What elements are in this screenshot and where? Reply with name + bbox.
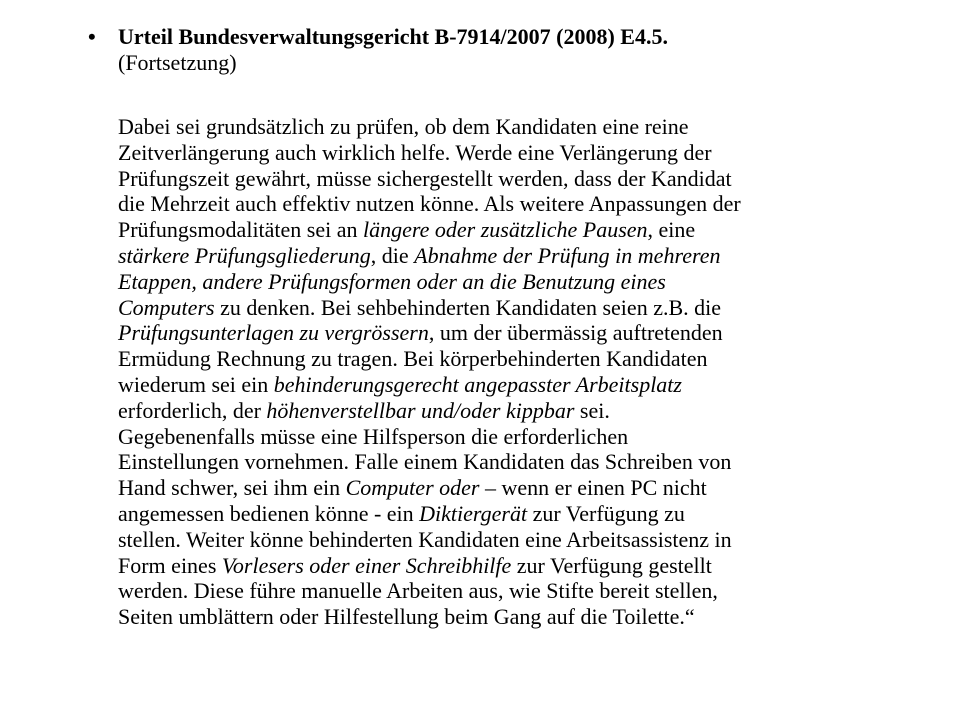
paragraph-line: [118, 527, 918, 553]
paragraph-line: [118, 604, 918, 630]
paragraph-line: [118, 191, 918, 217]
emphasized-text: Diktiergerät: [419, 500, 528, 526]
text-segment: stellen. Weiter könne behinderten Kandidaten eine Arbeitsassistenz in: [118, 526, 732, 552]
text-segment: Prüfungsmodalitäten sei an: [118, 217, 364, 243]
paragraph-line: [118, 449, 918, 475]
paragraph-line: [118, 398, 918, 424]
paragraph-line: [118, 424, 918, 450]
emphasized-text: höhenverstellbar und/oder kippbar: [266, 397, 575, 423]
slide-heading: [118, 24, 918, 76]
quote-paragraph: [118, 114, 918, 630]
paragraph-line: [118, 320, 918, 346]
text-segment: Gegebenenfalls müsse eine Hilfsperson die erforderlichen: [118, 423, 629, 449]
text-segment: Dabei sei grundsätzlich zu prüfen, ob dem Kandidaten eine reine: [118, 114, 689, 139]
emphasized-text: behinderungsgerecht angepasster Arbeitsplatz: [273, 371, 682, 397]
paragraph-line: [118, 269, 918, 295]
emphasized-text: stärkere Prüfungsgliederung: [118, 242, 371, 268]
text-segment: zu denken. Bei sehbehinderten Kandidaten seien z.B. die: [214, 294, 722, 320]
paragraph-line: [118, 243, 918, 269]
text-segment: Seiten umblättern oder Hilfestellung beim Gang auf die Toilette.“: [118, 604, 695, 630]
text-segment: Ermüdung Rechnung zu tragen. Bei körperbehinderten Kandidaten: [118, 346, 708, 372]
bullet-marker: •: [88, 24, 96, 49]
text-segment: angemessen bedienen könne - ein: [118, 500, 420, 526]
text-segment: wiederum sei ein: [118, 371, 274, 397]
paragraph-line: [118, 140, 918, 166]
paragraph-line: [118, 372, 918, 398]
text-segment: zur Verfügung zu: [527, 500, 685, 526]
paragraph-line: [118, 217, 918, 243]
paragraph-line: [118, 553, 918, 579]
text-segment: werden. Diese führe manuelle Arbeiten aus, wie Stifte bereit stellen,: [118, 578, 718, 604]
text-segment: zur Verfügung gestellt: [511, 552, 712, 578]
emphasized-text: Abnahme der Prüfung in mehreren: [414, 242, 721, 268]
emphasized-text: Computers: [118, 294, 215, 320]
text-segment: die Mehrzeit auch effektiv nutzen könne. Als weitere Anpassungen der: [118, 191, 741, 217]
paragraph-line: [118, 114, 918, 140]
text-segment: sei.: [574, 397, 610, 423]
heading-subtitle: (Fortsetzung): [118, 50, 237, 75]
heading-title: Urteil Bundesverwaltungsgericht B-7914/2007 (2008) E4.5.: [118, 24, 668, 49]
text-segment: , um der übermässig auftretenden: [428, 320, 723, 346]
emphasized-text: Vorlesers oder einer Schreibhilfe: [221, 552, 512, 578]
paragraph-line: [118, 166, 918, 192]
paragraph-line: [118, 501, 918, 527]
paragraph-line: [118, 295, 918, 321]
text-segment: , die: [370, 242, 415, 268]
emphasized-text: Etappen, andere Prüfungsformen oder an die Benutzung eines: [118, 268, 666, 294]
text-segment: Prüfungszeit gewährt, müsse sichergestellt werden, dass der Kandidat: [118, 165, 732, 191]
paragraph-line: [118, 346, 918, 372]
emphasized-text: Computer oder: [345, 475, 480, 501]
emphasized-text: Prüfungsunterlagen zu vergrössern: [118, 320, 429, 346]
text-segment: – wenn er einen PC nicht: [479, 475, 707, 501]
text-segment: Einstellungen vornehmen. Falle einem Kandidaten das Schreiben von: [118, 449, 732, 475]
text-segment: Form eines: [118, 552, 222, 578]
paragraph-line: [118, 578, 918, 604]
emphasized-text: längere oder zusätzliche Pausen: [363, 217, 648, 243]
text-segment: erforderlich, der: [118, 397, 267, 423]
text-segment: Hand schwer, sei ihm ein: [118, 475, 346, 501]
text-segment: , eine: [647, 217, 696, 243]
paragraph-line: [118, 475, 918, 501]
text-segment: Zeitverlängerung auch wirklich helfe. Werde eine Verlängerung der: [118, 139, 712, 165]
